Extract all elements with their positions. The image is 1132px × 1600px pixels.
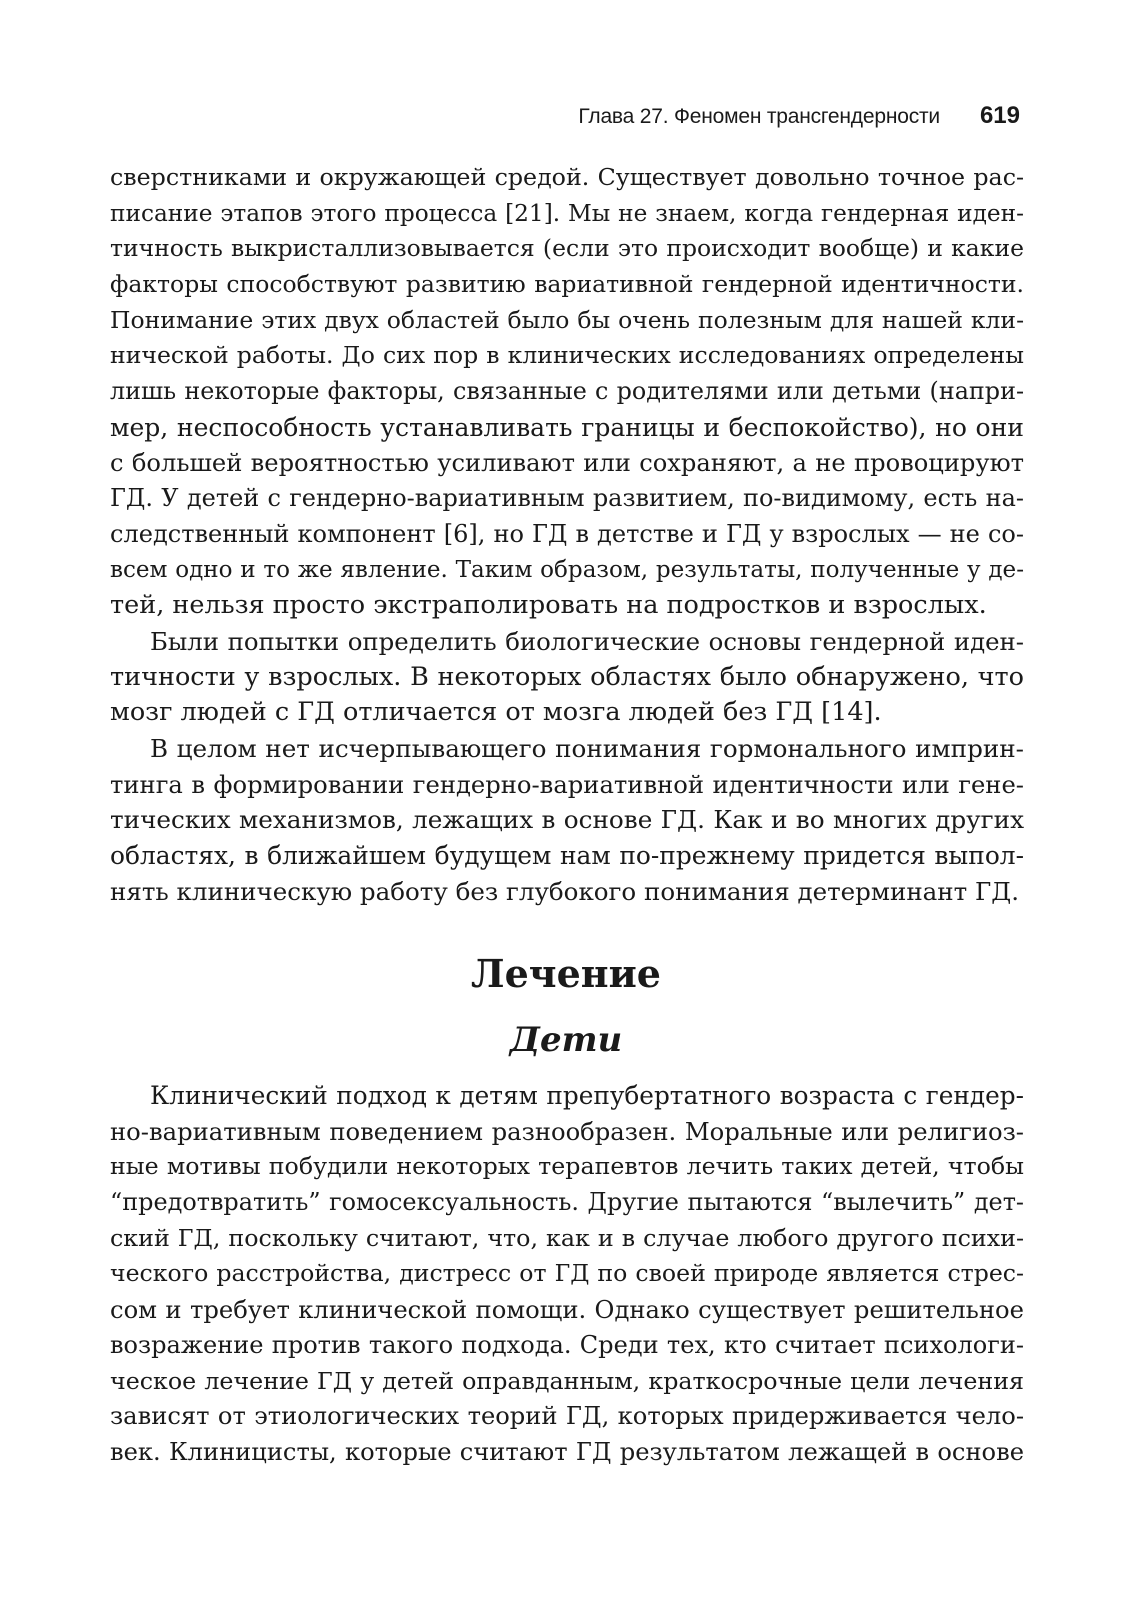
chapter-title: Глава 27. Феномен трансгендерности <box>578 105 940 128</box>
text-line: В целом нет исчерпывающего понимания гормонального имприн- <box>150 734 1024 763</box>
text-line: Клинический подход к детям препубертатного возраста с гендер- <box>150 1081 1024 1110</box>
running-header <box>578 102 1020 130</box>
text-line: нической работы. До сих пор в клинических исследованиях определены <box>110 341 1024 370</box>
body-text-top <box>110 160 1024 909</box>
text-line: сверстниками и окружающей средой. Существует довольно точное рас- <box>110 163 1024 191</box>
text-line: ческое лечение ГД у детей оправданным, краткосрочные цели лечения <box>110 1366 1024 1395</box>
text-line: тических механизмов, лежащих в основе ГД. Как и во многих других <box>110 805 1024 835</box>
text-line: но-вариативным поведением разнообразен. Моральные или религиоз- <box>110 1116 1024 1146</box>
text-line: Понимание этих двух областей было бы очень полезным для нашей кли- <box>110 305 1024 334</box>
text-line: Были попытки определить биологические основы гендерной иден- <box>150 626 1024 656</box>
text-line: сом и требует клинической помощи. Однако существует решительное <box>110 1295 1024 1325</box>
text-line: с большей вероятностью усиливают или сохраняют, а не провоцируют <box>110 448 1024 477</box>
text-line: всем одно и то же явление. Таким образом, результаты, полученные у де- <box>110 556 1024 583</box>
section-heading: Лечение <box>471 951 661 996</box>
text-line: век. Клиницисты, которые считают ГД результатом лежащей в основе <box>110 1437 1024 1466</box>
text-line: тичности у взрослых. В некоторых областях было обнаружено, что <box>110 661 1024 692</box>
text-line: лишь некоторые факторы, связанные с родителями или детьми (напри- <box>110 377 1024 406</box>
text-line: возражение против такого подхода. Среди тех, кто считает психологи- <box>110 1330 1024 1359</box>
text-line: мер, неспособность устанавливать границы и беспокойство), но они <box>110 412 1024 442</box>
text-line: зависят от этиологических теорий ГД, которых придерживается чело- <box>110 1402 1024 1431</box>
text-line: ческого расстройства, дистресс от ГД по своей природе является стрес- <box>110 1259 1024 1288</box>
text-line: “предотвратить” гомосексуальность. Другие пытаются “вылечить” дет- <box>110 1188 1024 1217</box>
text-line: тинга в формировании гендерно-вариативной идентичности или гене- <box>110 769 1024 799</box>
body-text-bottom <box>110 1078 1024 1471</box>
text-line: нять клиническую работу без глубокого понимания детерминант ГД. <box>110 876 1019 906</box>
text-line: ГД. У детей с гендерно-вариативным развитием, по-видимому, есть на- <box>110 484 1024 513</box>
text-line: тичность выкристаллизовывается (если это происходит вообще) и какие <box>110 234 1024 263</box>
subsection-heading: Дети <box>509 1020 623 1060</box>
text-line: писание этапов этого процесса [21]. Мы не знаем, когда гендерная иден- <box>110 199 1024 227</box>
text-line: мозг людей с ГД отличается от мозга людей без ГД [14]. <box>110 697 882 728</box>
text-line: ные мотивы побудили некоторых терапевтов лечить таких детей, чтобы <box>110 1152 1024 1181</box>
text-line: следственный компонент [6], но ГД в детстве и ГД у взрослых — не со- <box>110 519 1024 548</box>
text-line: ский ГД, поскольку считают, что, как и в случае любого другого психи- <box>110 1223 1024 1252</box>
text-line: факторы способствуют развитию вариативной гендерной идентичности. <box>110 270 1024 299</box>
page-number: 619 <box>979 102 1020 129</box>
text-line: тей, нельзя просто экстраполировать на подростков и взрослых. <box>110 590 987 621</box>
text-line: областях, в ближайшем будущем нам по-прежнему придется выпол- <box>110 841 1024 871</box>
